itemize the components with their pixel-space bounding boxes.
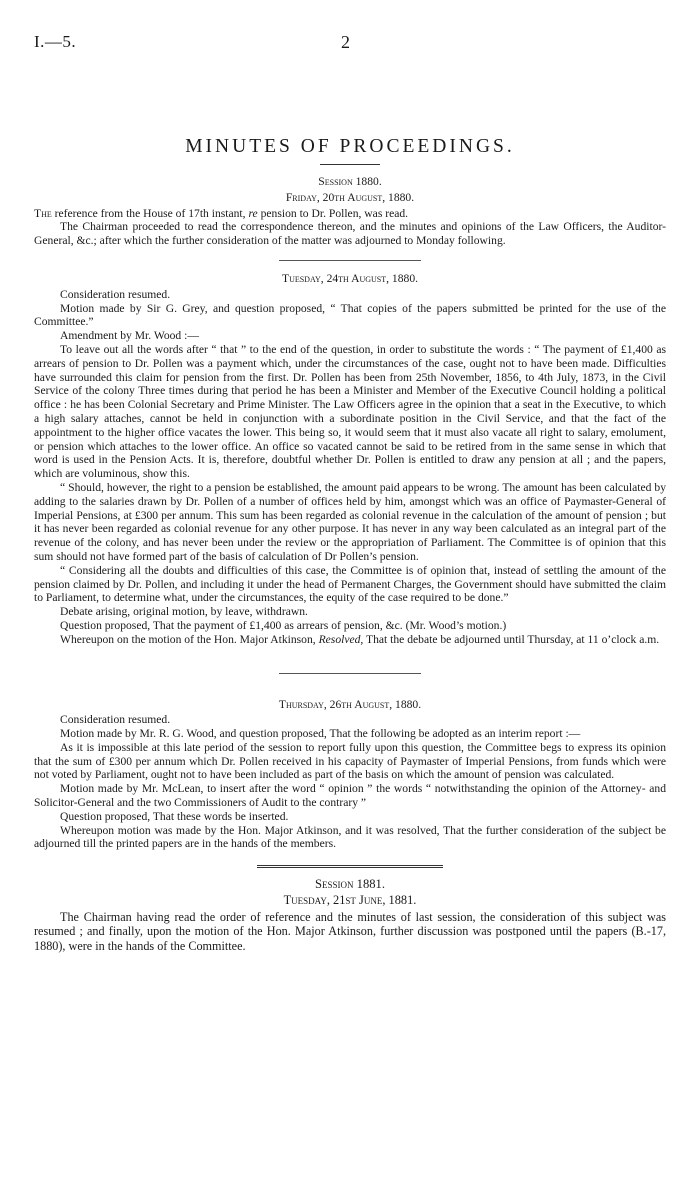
session-heading-1880: Session 1880. xyxy=(318,175,382,188)
paragraph: Amendment by Mr. Wood :— xyxy=(60,329,199,343)
paragraph: Debate arising, original motion, by leave, withdrawn. xyxy=(60,605,308,619)
minutes-body xyxy=(34,171,666,954)
session-heading-1881: Session 1881. xyxy=(315,877,385,892)
paragraph: To leave out all the words after “ that ” to the end of the question, in order to substitute the words : “ The payment of £1,400 as arrears of pension to Dr. Pollen was a payment which, under the circumstances of the case, ought not to have been made. Difficulties have surrounded this claim for pension from the first. Dr. Pollen has been from 25th November, 1856, to 4th July, 1873, in the Civil Service of the colony Three times during that period he has been a Minister and Member of the Executive Council holding a political office : he has been Colonial Secretary and Prime Minister. The Law Officers agree in the opinion that a seat in the Executive, to which a high salary attaches, cannot be held in conjunction with a subordinate position in the Civil Service, and that the fact of the appointment to the higher office vacates the lower. This being so, it would seem that it must also vacate all right to salary, emolument, or pension which attaches to the lower office. An office so vacated cannot be said to be retired from in the same sense in which that word is used in the Pension Acts. It is, therefore, doubtful whether Dr. Pollen is entitled to draw any pension at all ; and the papers, which are voluminous, show this. xyxy=(34,342,666,481)
paragraph: Whereupon motion was made by the Hon. Major Atkinson, and it was resolved, That the further consideration of the subject be adjourned till the printed papers are in the hands of the members. xyxy=(34,823,666,851)
paragraph: Consideration resumed. xyxy=(60,287,171,301)
paragraph: The Chairman having read the order of reference and the minutes of last session, the consideration of this subject was resumed ; and finally, upon the motion of the Hon. Major Atkinson, further discussion was postponed until the papers (B.-17, 1880), were in the hands of the Committee. xyxy=(34,909,666,954)
page-number: 2 xyxy=(341,32,350,52)
paragraph: The reference from the House of 17th instant, re pension to Dr. Pollen, was read. xyxy=(34,206,409,220)
section-rule xyxy=(279,673,421,674)
paragraph: The Chairman proceeded to read the correspondence thereon, and the minutes and opinions of the Law Officers, the Auditor-General, &c.; after which the further consideration of the matter was adjourned to Monday following. xyxy=(34,220,666,248)
paragraph: Question proposed, That these words be inserted. xyxy=(60,809,289,823)
section-rule xyxy=(279,260,421,261)
paragraph: Motion made by Mr. R. G. Wood, and question proposed, That the following be adopted as an interim report :— xyxy=(60,727,581,741)
title-rule xyxy=(320,164,380,165)
paragraph: “ Should, however, the right to a pension be established, the amount paid appears to be wrong. The amount has been calculated by adding to the salaries drawn by Dr. Pollen of a number of offices held by him, amongst which was an office of Paymaster-General of Imperial Pensions, at £300 per annum. This sum has been regarded as colonial revenue in the calculation of the amount of pension ; but it has never been regarded as colonial revenue for any other purpose. It has never in any way been calculated as an integral part of the revenue of the colony, and has never been under the review or the appropriation of Parliament. The Committee is of opinion that this sum should not have formed part of the basis of calculation of Dr Pollen’s pension. xyxy=(34,480,666,563)
meeting-date-1: Friday, 20th August, 1880. xyxy=(285,190,415,204)
paragraph: “ Considering all the doubts and difficulties of this case, the Committee is of opinion that, instead of settling the amount of the pension claimed by Dr. Pollen, and including it under the head of Permanent Charges, the Government should have submitted the claim to Parliament, to determine what, under the circumstances, the equity of the case required to be done.” xyxy=(34,563,666,605)
page-title: MINUTES OF PROCEEDINGS. xyxy=(185,136,515,157)
paragraph: Whereupon on the motion of the Hon. Major Atkinson, Resolved, That the debate be adjourned until Thursday, at 11 o’clock a.m. xyxy=(60,632,660,646)
session-divider xyxy=(257,865,443,868)
paper-reference: I.—5. xyxy=(34,32,77,51)
paragraph: Consideration resumed. xyxy=(60,713,171,727)
meeting-date-4: Tuesday, 21st June, 1881. xyxy=(283,893,417,908)
paragraph: Motion made by Mr. McLean, to insert after the word “ opinion ” the words “ notwithstanding the opinion of the Attorney- and Solicitor-General and the two Commissioners of Audit to the contrary ” xyxy=(34,782,666,810)
meeting-date-2: Tuesday, 24th August, 1880. xyxy=(281,271,419,285)
meeting-date-3: Thursday, 26th August, 1880. xyxy=(278,697,422,711)
paragraph: Motion made by Sir G. Grey, and question proposed, “ That copies of the papers submitted be printed for the use of the Committee.” xyxy=(34,301,666,329)
paragraph: As it is impossible at this late period of the session to report fully upon this question, the Committee begs to express its opinion that the sum of £300 per annum which Dr. Pollen received in his capacity of Paymaster of Imperial Pensions, from funds which were not voted by Parliament, ought not to have been included as part of the basis on which the amount of pension was calculated. xyxy=(34,740,666,782)
paragraph: Question proposed, That the payment of £1,400 as arrears of pension, &c. (Mr. Wood’s motion.) xyxy=(60,618,507,632)
